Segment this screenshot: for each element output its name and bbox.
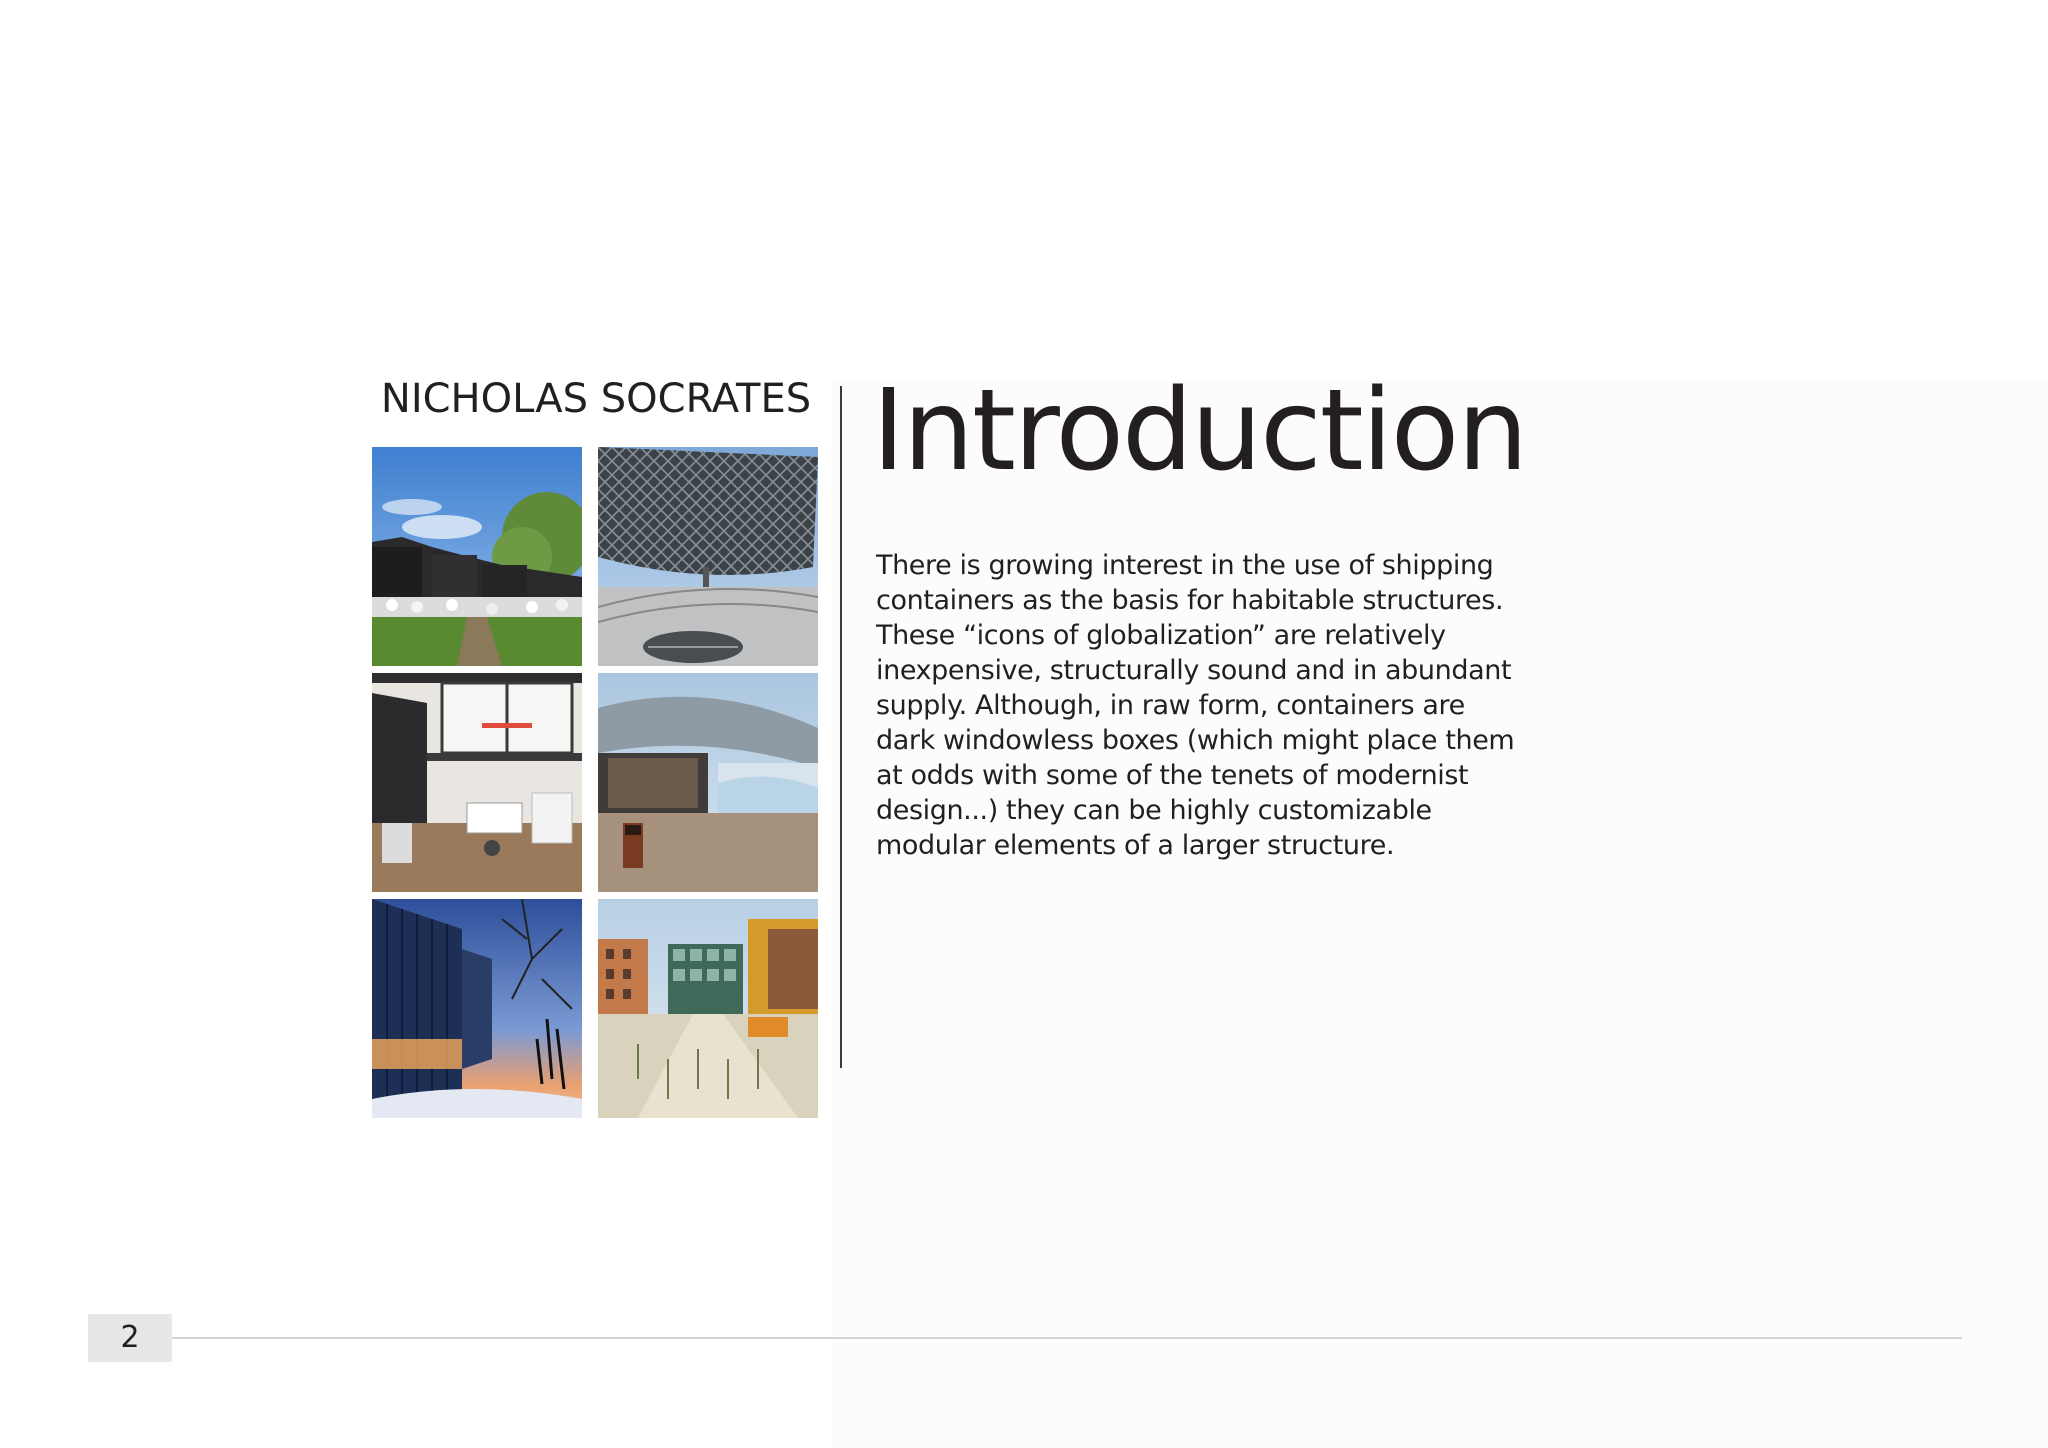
photo-dark-container-house <box>372 447 582 666</box>
photo-container-office-interior <box>372 673 582 892</box>
author-name: NICHOLAS SOCRATES <box>380 376 812 422</box>
vertical-divider <box>840 386 842 1068</box>
page-title: Introduction <box>872 366 1527 496</box>
photo-circular-lattice-building <box>598 447 818 666</box>
footer-rule <box>172 1337 1962 1339</box>
intro-paragraph: There is growing interest in the use of shipping containers as the basis for habitable structures. These “icons of globalization” are relatively inexpensive, structurally sound and in abundant supply. Although, in raw form, containers are dark windowless boxes (which might place them at odds with some of the tenets of modernist design...) they can be highly customizable modular elements of a larger structure. <box>876 550 1515 861</box>
photo-container-house-dusk <box>372 899 582 1118</box>
page-number: 2 <box>88 1314 172 1362</box>
background-panel <box>832 380 2048 1448</box>
photo-courtyard-container-building <box>598 673 818 892</box>
photo-plaza-container-buildings <box>598 899 818 1118</box>
